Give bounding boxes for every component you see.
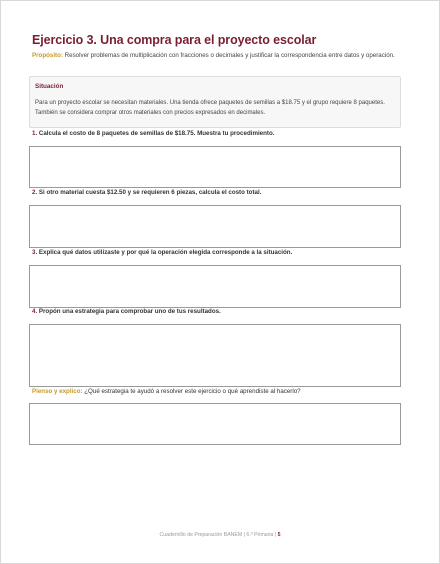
page-title: Ejercicio 3. Una compra para el proyecto escolar (32, 33, 317, 47)
question-text: Calcula el costo de 8 paquetes de semillas de $18.75. Muestra tu procedimiento. (37, 130, 275, 137)
purpose-label: Propósito: (32, 52, 63, 59)
situation-box (29, 76, 401, 128)
page-number: 5 (277, 532, 281, 538)
answer-box-1[interactable] (29, 146, 401, 188)
question-1 (32, 130, 274, 137)
question-2 (32, 189, 261, 196)
reflection-answer-box[interactable] (29, 403, 401, 445)
situation-text: Para un proyecto escolar se necesitan materiales. Una tienda ofrece paquetes de semillas a $18.75 y el grupo requiere 8 paquetes. También se considera comprar otros materiales con precios expresados en decimales. (35, 100, 385, 116)
question-number: 1. (32, 130, 38, 137)
question-3 (32, 249, 292, 256)
answer-box-2[interactable] (29, 205, 401, 248)
question-number: 4. (32, 308, 38, 315)
purpose-statement (32, 51, 408, 61)
page-footer (1, 532, 439, 538)
question-number: 3. (32, 249, 38, 256)
reflection-prompt (32, 388, 301, 395)
reflection-text: ¿Qué estrategia te ayudó a resolver este ejercicio o qué aprendiste al hacerlo? (82, 388, 301, 395)
footer-text: Cuadernillo de Preparación BANEM | 6.º Primaria | (159, 532, 278, 538)
question-number: 2. (32, 189, 38, 196)
question-4 (32, 308, 221, 315)
situation-heading: Situación (35, 83, 64, 90)
question-text: Si otro material cuesta $12.50 y se requieren 6 piezas, calcula el costo total. (37, 189, 262, 196)
answer-box-4[interactable] (29, 324, 401, 387)
answer-box-3[interactable] (29, 265, 401, 308)
reflection-label: Pienso y explico: (32, 388, 83, 395)
question-text: Propón una estrategia para comprobar uno de tus resultados. (37, 308, 221, 315)
question-text: Explica qué datos utilizaste y por qué la operación elegida corresponde a la situación. (37, 249, 293, 256)
purpose-text: Resolver problemas de multiplicación con fracciones o decimales y justificar la correspondencia entre datos y operación. (62, 52, 395, 59)
